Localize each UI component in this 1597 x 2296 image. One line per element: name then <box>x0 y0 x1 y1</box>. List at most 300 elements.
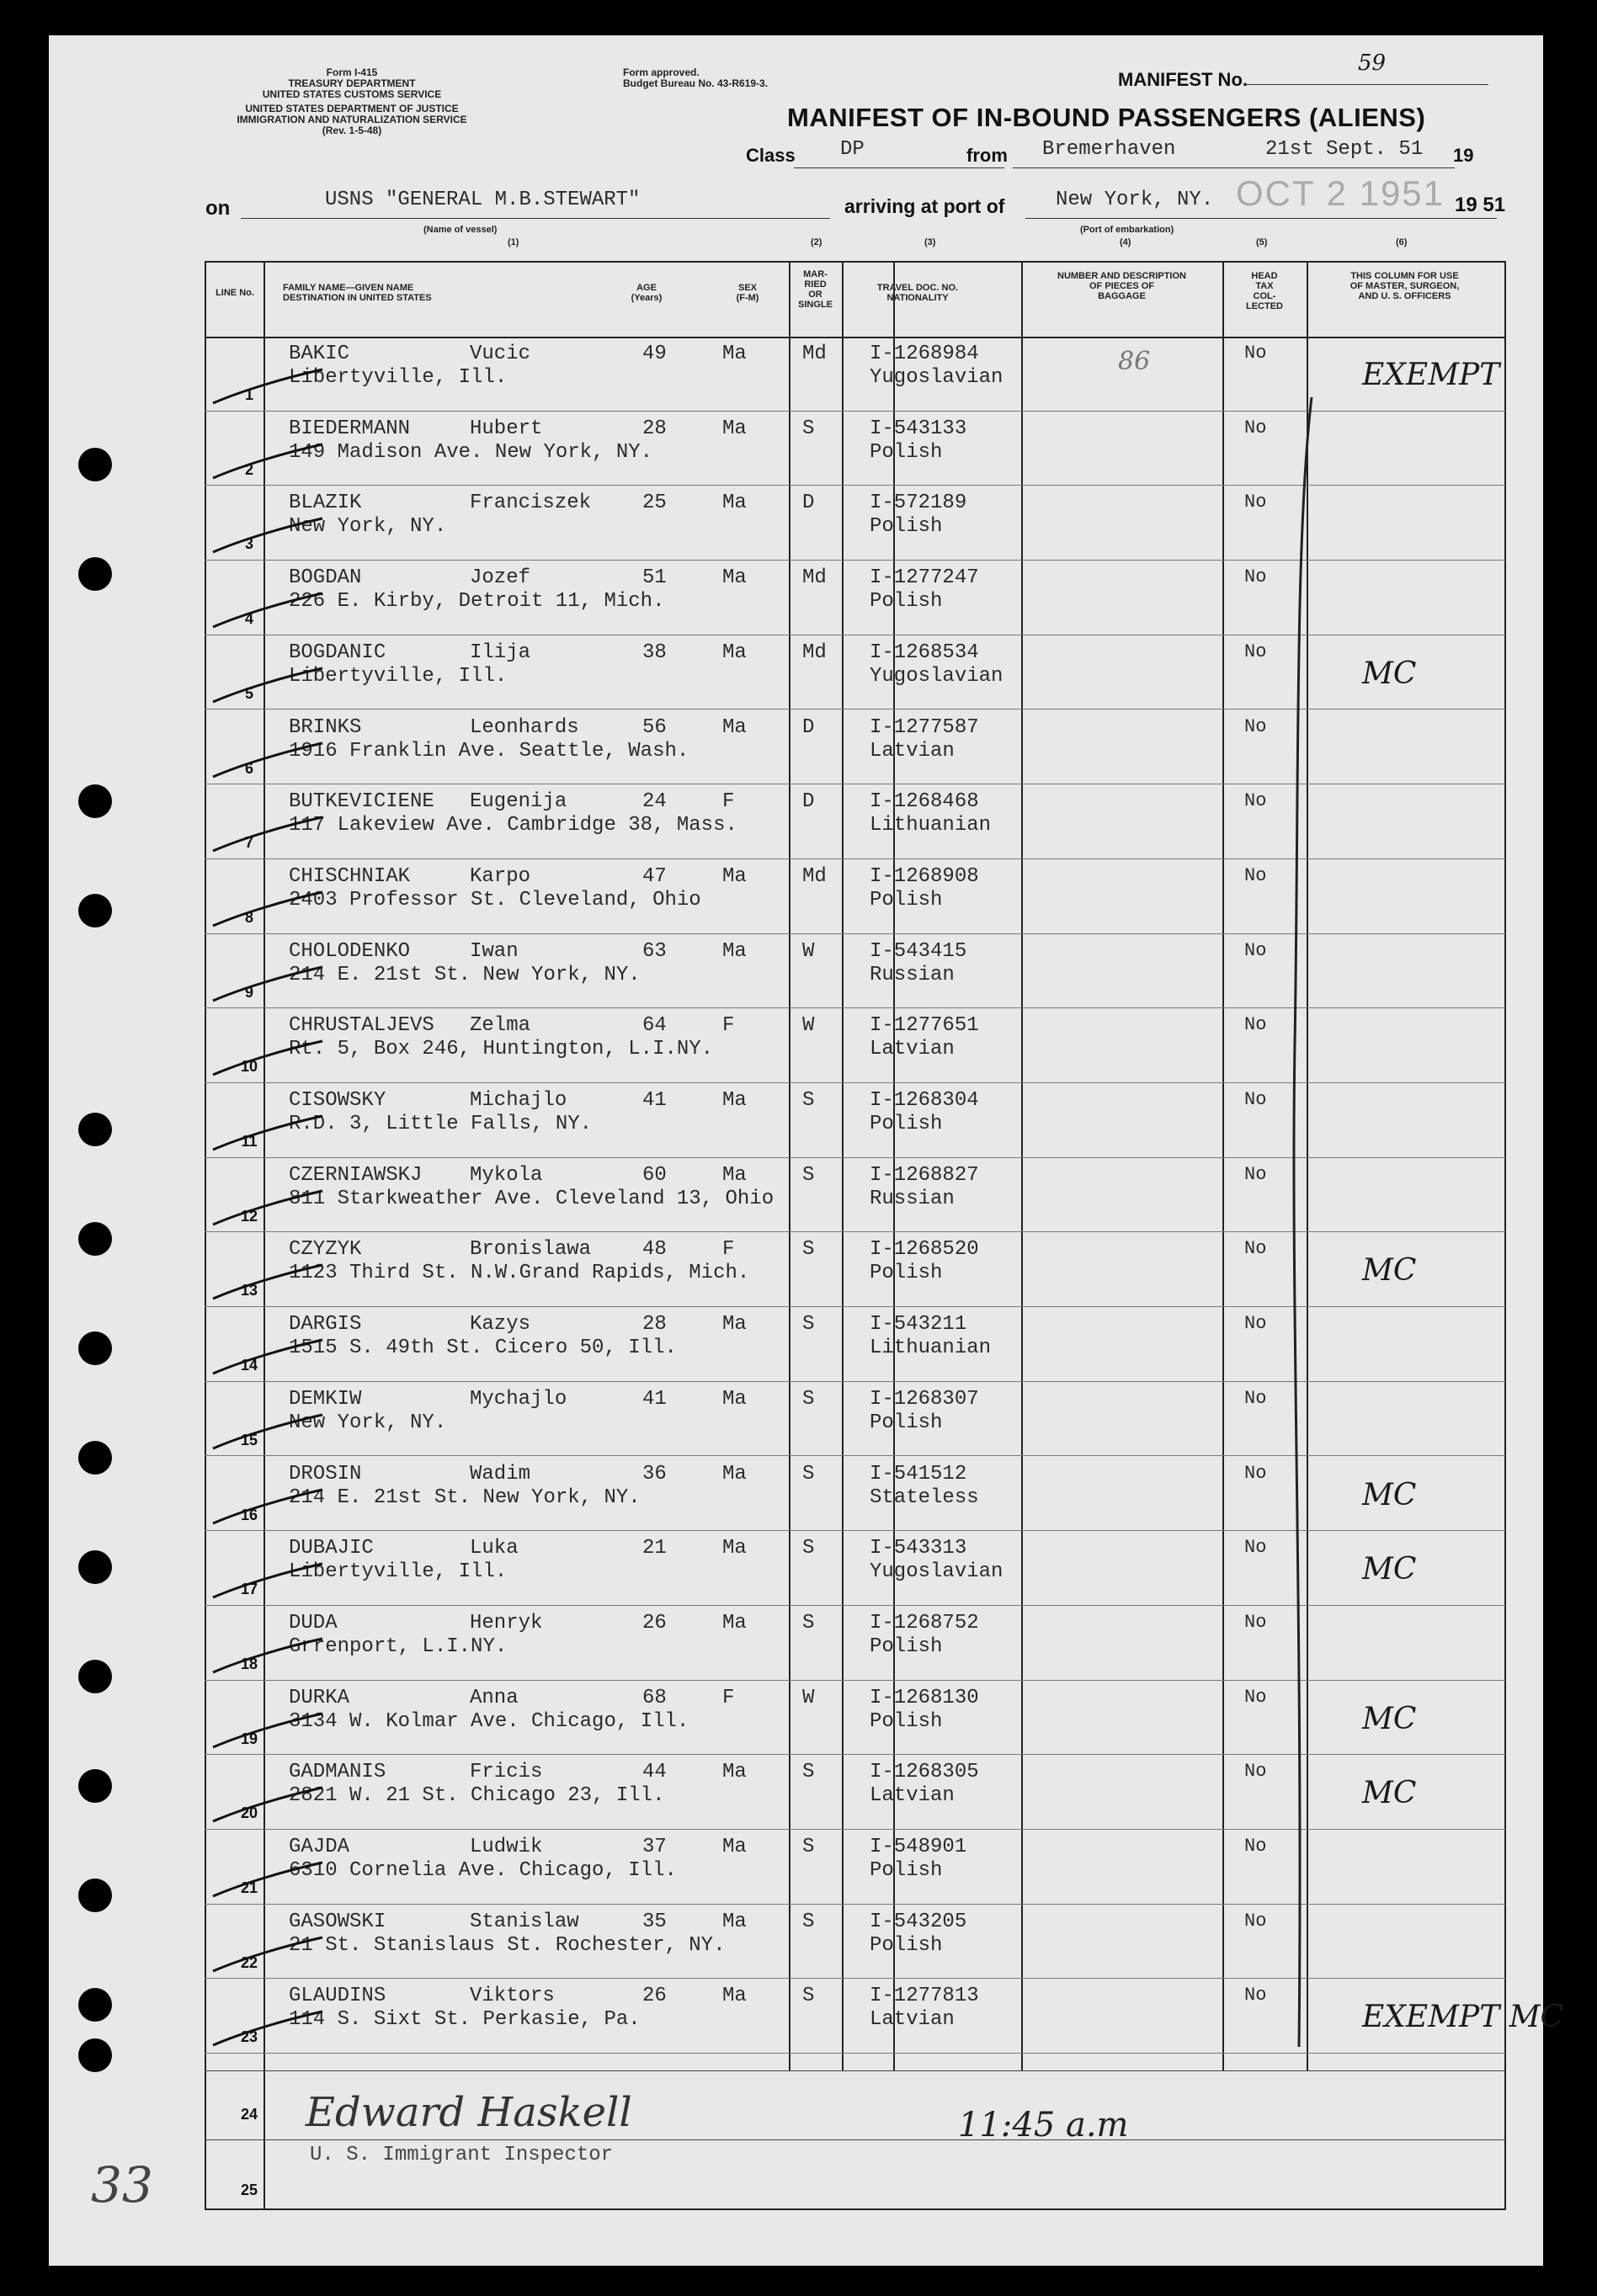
marital-status: Md <box>802 343 827 365</box>
col-name: FAMILY NAME—GIVEN NAME DESTINATION IN UNITED STATES <box>283 283 432 303</box>
age: 26 <box>642 1985 667 2008</box>
form-header-left <box>209 67 495 136</box>
destination: Libertyville, Ill. <box>289 664 508 688</box>
sex: Ma <box>722 1462 747 1485</box>
marital-status: Md <box>802 640 827 664</box>
given-name: Ludwik <box>470 1836 543 1858</box>
age: 47 <box>642 864 667 888</box>
sex: Ma <box>722 417 747 440</box>
family-name: DURKA <box>289 1686 350 1709</box>
check-mark-icon <box>209 1406 327 1457</box>
inspector-signature: Edward Haskell <box>306 2089 632 2136</box>
family-name: CHISCHNIAK <box>289 864 411 888</box>
family-name: BIEDERMANN <box>289 417 411 440</box>
line-number: 8 <box>244 908 253 926</box>
nationality: Polish <box>870 515 943 539</box>
officer-note: MC <box>1362 656 1417 691</box>
travel-doc-no: I-1268305 <box>870 1761 979 1784</box>
nationality: Polish <box>870 590 943 614</box>
margin-number: 33 <box>91 2156 153 2214</box>
line-number: 4 <box>244 610 253 628</box>
age: 28 <box>642 417 667 440</box>
line-number: 2 <box>244 460 253 478</box>
check-mark-icon <box>209 436 327 486</box>
from-label: from <box>966 145 1008 166</box>
given-name: Ilija <box>470 640 531 664</box>
sex: Ma <box>722 1985 747 2008</box>
travel-doc-no: I-1268908 <box>870 864 979 888</box>
destination: 811 Starkweather Ave. Cleveland 13, Ohio <box>289 1187 775 1210</box>
head-tax: No <box>1244 790 1267 812</box>
line-number: 11 <box>241 1133 258 1150</box>
check-mark-icon <box>209 361 327 412</box>
customs-service: UNITED STATES CUSTOMS SERVICE <box>262 88 442 100</box>
sex: Ma <box>722 1910 747 1933</box>
marital-status: S <box>802 1387 815 1411</box>
marital-status: S <box>802 1163 815 1187</box>
marital-status: S <box>802 417 815 440</box>
arrival-port: New York, NY. <box>1056 189 1214 211</box>
destination: Rt. 5, Box 246, Huntington, L.I.NY. <box>289 1038 714 1061</box>
family-name: GADMANIS <box>289 1761 386 1784</box>
line-number: 17 <box>240 1581 258 1598</box>
line-number-24: 24 <box>240 2106 258 2123</box>
nationality: Polish <box>870 1113 943 1135</box>
ins-service: IMMIGRATION AND NATURALIZATION SERVICE <box>237 114 467 125</box>
age: 21 <box>642 1537 667 1560</box>
given-name: Eugenija <box>470 790 567 814</box>
destination: 214 E. 21st St. New York, NY. <box>289 963 641 986</box>
head-tax: No <box>1244 1686 1267 1708</box>
nationality: Polish <box>870 1859 943 1882</box>
head-tax: No <box>1244 1313 1267 1335</box>
nationality: Latvian <box>870 1038 955 1061</box>
head-tax: No <box>1244 864 1267 886</box>
travel-doc-no: I-543313 <box>870 1537 967 1560</box>
check-mark-icon <box>209 959 327 1009</box>
sex: Ma <box>722 492 747 515</box>
family-name: BLAZIK <box>289 492 362 515</box>
given-name: Karpo <box>470 864 531 888</box>
family-name: DROSIN <box>289 1462 362 1485</box>
marital-status: S <box>802 1611 815 1634</box>
nationality: Latvian <box>870 739 955 763</box>
head-tax: No <box>1244 1537 1267 1559</box>
sex: Ma <box>722 1611 747 1634</box>
age: 68 <box>642 1686 667 1709</box>
line-number: 13 <box>240 1282 258 1299</box>
check-mark-icon <box>209 510 327 561</box>
check-mark-icon <box>209 809 327 859</box>
officer-note: EXEMPT MC <box>1362 2000 1564 2035</box>
destination: 1916 Franklin Ave. Seattle, Wash. <box>289 739 689 763</box>
port-caption: (Port of embarkation) <box>1080 225 1174 235</box>
col-sex: SEX (F-M) <box>736 283 759 303</box>
family-name: DARGIS <box>289 1313 362 1337</box>
family-name: BUTKEVICIENE <box>289 790 434 814</box>
marital-status: S <box>802 1537 815 1560</box>
given-name: Fricis <box>470 1761 543 1784</box>
line-number: 1 <box>244 386 253 403</box>
destination: 117 Lakeview Ave. Cambridge 38, Mass. <box>289 814 737 837</box>
line-number: 9 <box>244 983 253 1001</box>
head-tax: No <box>1244 1836 1267 1857</box>
age: 28 <box>642 1313 667 1337</box>
sex: Ma <box>722 1313 747 1337</box>
given-name: Franciszek <box>470 492 592 515</box>
check-mark-icon <box>209 1331 327 1382</box>
head-tax: No <box>1244 1089 1267 1110</box>
col-baggage: NUMBER AND DESCRIPTION OF PIECES OF BAGGAGE <box>1057 271 1186 301</box>
head-tax: No <box>1244 1387 1267 1409</box>
col-number-3: (3) <box>924 237 936 247</box>
given-name: Stanislaw <box>470 1910 579 1933</box>
line-number: 18 <box>240 1655 258 1672</box>
baggage-pieces: 86 <box>1118 347 1151 376</box>
nationality: Lithuanian <box>870 1337 992 1360</box>
officer-note: EXEMPT <box>1362 358 1500 392</box>
nationality: Yugoslavian <box>870 1560 1003 1584</box>
travel-doc-no: I-1268534 <box>870 640 979 664</box>
age: 38 <box>642 640 667 664</box>
departure-date: 21st Sept. 51 <box>1265 138 1424 161</box>
destination: 1515 S. 49th St. Cicero 50, Ill. <box>289 1337 677 1360</box>
given-name: Mykola <box>470 1163 543 1187</box>
family-name: DEMKIW <box>289 1387 362 1411</box>
sex: Ma <box>722 1163 747 1187</box>
check-mark-icon <box>209 2003 327 2054</box>
travel-doc-no: I-1268984 <box>870 343 979 365</box>
age: 49 <box>642 343 667 365</box>
nationality: Yugoslavian <box>870 366 1003 389</box>
head-tax: No <box>1244 640 1267 662</box>
col-number-2: (2) <box>811 237 822 247</box>
marital-status: S <box>802 1462 815 1485</box>
line-number: 16 <box>240 1506 258 1523</box>
given-name: Viktors <box>470 1985 555 2008</box>
marital-status: S <box>802 1910 815 1933</box>
manifest-number: 59 <box>1358 50 1387 76</box>
age: 35 <box>642 1910 667 1933</box>
head-tax: No <box>1244 1014 1267 1036</box>
family-name: BAKIC <box>289 343 350 365</box>
line-number: 14 <box>240 1357 258 1374</box>
head-tax: No <box>1244 492 1267 513</box>
marital-status: S <box>802 1089 815 1112</box>
destination: New York, NY. <box>289 1411 447 1434</box>
travel-doc-no: I-1277587 <box>870 715 979 739</box>
check-mark-icon <box>209 1108 327 1158</box>
sex: F <box>722 1238 735 1262</box>
family-name: BOGDAN <box>289 566 362 590</box>
nationality: Polish <box>870 1411 943 1434</box>
age: 64 <box>642 1014 667 1038</box>
given-name: Bronislawa <box>470 1238 592 1262</box>
head-tax: No <box>1244 1910 1267 1932</box>
travel-doc-no: I-1268304 <box>870 1089 979 1112</box>
signature-time: 11:45 a.m <box>958 2106 1129 2145</box>
family-name: CZYZYK <box>289 1238 362 1262</box>
travel-doc-no: I-1277247 <box>870 566 979 590</box>
age: 56 <box>642 715 667 739</box>
nationality: Latvian <box>870 2008 955 2032</box>
col-number-5: (5) <box>1256 237 1268 247</box>
line-number: 10 <box>240 1058 258 1076</box>
age: 44 <box>642 1761 667 1784</box>
justice-dept: UNITED STATES DEPARTMENT OF JUSTICE <box>245 103 459 114</box>
family-name: CISOWSKY <box>289 1089 386 1112</box>
nationality: Polish <box>870 1634 943 1658</box>
col-officers: THIS COLUMN FOR USE OF MASTER, SURGEON, AND U. S. OFFICERS <box>1349 271 1460 301</box>
marital-status: W <box>802 939 815 963</box>
line-number: 12 <box>240 1207 258 1225</box>
destination: 114 S. Sixt St. Perkasie, Pa. <box>289 2008 641 2032</box>
given-name: Iwan <box>470 939 519 963</box>
treasury-dept: TREASURY DEPARTMENT <box>288 77 416 89</box>
marital-status: S <box>802 1238 815 1262</box>
destination: 3134 W. Kolmar Ave. Chicago, Ill. <box>289 1709 689 1733</box>
family-name: GLAUDINS <box>289 1985 386 2008</box>
sex: Ma <box>722 939 747 963</box>
given-name: Wadim <box>470 1462 531 1485</box>
page-title: MANIFEST OF IN-BOUND PASSENGERS (ALIENS) <box>787 103 1426 132</box>
nationality: Polish <box>870 888 943 911</box>
family-name: GASOWSKI <box>289 1910 386 1933</box>
travel-doc-no: I-543415 <box>870 939 967 963</box>
age: 60 <box>642 1163 667 1187</box>
travel-doc-no: I-1268520 <box>870 1238 979 1262</box>
check-mark-icon <box>209 1183 327 1233</box>
check-mark-icon <box>209 1854 327 1905</box>
travel-doc-no: I-1277813 <box>870 1985 979 2008</box>
check-mark-icon <box>209 1705 327 1756</box>
check-mark-icon <box>209 585 327 635</box>
sex: Ma <box>722 566 747 590</box>
given-name: Hubert <box>470 417 543 440</box>
destination: 226 E. Kirby, Detroit 11, Mich. <box>289 590 665 614</box>
head-tax: No <box>1244 715 1267 737</box>
check-mark-icon <box>209 1555 327 1606</box>
sex: Ma <box>722 715 747 739</box>
nationality: Lithuanian <box>870 814 992 837</box>
head-tax: No <box>1244 1163 1267 1185</box>
travel-doc-no: I-543133 <box>870 417 967 440</box>
col-age: AGE (Years) <box>631 283 663 303</box>
nationality: Polish <box>870 440 943 464</box>
check-mark-icon <box>209 1630 327 1681</box>
head-tax: No <box>1244 1238 1267 1260</box>
officer-note: MC <box>1362 1776 1417 1811</box>
marital-status: D <box>802 790 815 814</box>
destination: 214 E. 21st St. New York, NY. <box>289 1485 641 1509</box>
nationality: Russian <box>870 963 955 986</box>
head-tax: No <box>1244 566 1267 588</box>
col-married: MAR- RIED OR SINGLE <box>798 269 833 310</box>
nationality: Polish <box>870 1933 943 1957</box>
age: 51 <box>642 566 667 590</box>
travel-doc-no: I-1268752 <box>870 1611 979 1634</box>
destination: 2403 Professor St. Cleveland, Ohio <box>289 888 701 911</box>
given-name: Kazys <box>470 1313 531 1337</box>
marital-status: S <box>802 1761 815 1784</box>
sex: F <box>722 1686 735 1709</box>
head-tax: No <box>1244 1462 1267 1484</box>
line-number: 21 <box>240 1879 258 1896</box>
given-name: Zelma <box>470 1014 531 1038</box>
marital-status: S <box>802 1985 815 2008</box>
line-number: 23 <box>240 2028 258 2046</box>
vessel-caption: (Name of vessel) <box>423 225 498 235</box>
head-tax: No <box>1244 1611 1267 1633</box>
age: 37 <box>642 1836 667 1858</box>
destination: 21 St. Stanislaus St. Rochester, NY. <box>289 1933 726 1957</box>
line-number: 19 <box>240 1730 258 1747</box>
arriving-label: arriving at port of <box>844 195 1005 217</box>
sex: F <box>722 790 735 814</box>
family-name: GAJDA <box>289 1836 350 1858</box>
marital-status: S <box>802 1313 815 1337</box>
travel-doc-no: I-543211 <box>870 1313 967 1337</box>
given-name: Henryk <box>470 1611 543 1634</box>
arrival-date-stamp: OCT 2 1951 <box>1236 173 1445 213</box>
sex: Ma <box>722 864 747 888</box>
line-number: 5 <box>244 684 253 702</box>
form-approved: Form approved. <box>623 66 700 78</box>
check-mark-icon <box>209 1929 327 1980</box>
marital-status: W <box>802 1686 815 1709</box>
destination: 1123 Third St. N.W.Grand Rapids, Mich. <box>289 1262 750 1285</box>
destination: New York, NY. <box>289 515 447 539</box>
col-head-tax: HEAD TAX COL- LECTED <box>1246 271 1283 311</box>
sex: Ma <box>722 640 747 664</box>
given-name: Michajlo <box>470 1089 567 1112</box>
check-mark-icon <box>209 1481 327 1532</box>
family-name: DUDA <box>289 1611 338 1634</box>
head-tax-ditto-line <box>1261 372 1328 2055</box>
revision: (Rev. 1-5-48) <box>322 125 382 136</box>
nationality: Polish <box>870 1709 943 1733</box>
officer-note: MC <box>1362 1253 1417 1289</box>
sex: Ma <box>722 343 747 365</box>
budget-block <box>623 67 768 89</box>
marital-status: Md <box>802 566 827 590</box>
travel-doc-no: I-543205 <box>870 1910 967 1933</box>
family-name: CHRUSTALJEVS <box>289 1014 434 1038</box>
travel-doc-no: I-1268468 <box>870 790 979 814</box>
sex: Ma <box>722 1836 747 1858</box>
manifest-page <box>49 35 1564 2266</box>
line-number: 6 <box>244 759 253 777</box>
manifest-label: MANIFEST No. <box>1118 69 1248 90</box>
col-line-no: LINE No. <box>216 288 254 298</box>
marital-status: W <box>802 1014 815 1038</box>
destination: Grrenport, L.I.NY. <box>289 1634 508 1658</box>
nationality: Yugoslavian <box>870 664 1003 688</box>
age: 24 <box>642 790 667 814</box>
arrival-year: 19 51 <box>1455 194 1506 216</box>
check-mark-icon <box>209 1257 327 1307</box>
destination: R.D. 3, Little Falls, NY. <box>289 1113 593 1135</box>
family-name: BRINKS <box>289 715 362 739</box>
travel-doc-no: I-1277651 <box>870 1014 979 1038</box>
family-name: BOGDANIC <box>289 640 386 664</box>
nationality: Stateless <box>870 1485 979 1509</box>
check-mark-icon <box>209 660 327 710</box>
line-number: 22 <box>240 1953 258 1971</box>
given-name: Jozef <box>470 566 531 590</box>
travel-doc-no: I-541512 <box>870 1462 967 1485</box>
col-travel-doc: TRAVEL DOC. NO. NATIONALITY <box>876 283 959 303</box>
given-name: Leonhards <box>470 715 579 739</box>
check-mark-icon <box>209 1033 327 1083</box>
given-name: Luka <box>470 1537 519 1560</box>
col-number-4: (4) <box>1120 237 1131 247</box>
marital-status: S <box>802 1836 815 1858</box>
destination: 149 Madison Ave. New York, NY. <box>289 440 653 464</box>
on-label: on <box>205 197 231 220</box>
class-value: DP <box>840 138 865 161</box>
travel-doc-no: I-1268827 <box>870 1163 979 1187</box>
given-name: Vucic <box>470 343 531 365</box>
line-number-25: 25 <box>240 2182 258 2198</box>
nationality: Polish <box>870 1262 943 1285</box>
family-name: DUBAJIC <box>289 1537 374 1560</box>
destination: Libertyville, Ill. <box>289 366 508 389</box>
marital-status: Md <box>802 864 827 888</box>
destination: 2821 W. 21 St. Chicago 23, Ill. <box>289 1784 665 1808</box>
travel-doc-no: I-572189 <box>870 492 967 515</box>
check-mark-icon <box>209 735 327 785</box>
travel-doc-no: I-1268307 <box>870 1387 979 1411</box>
family-name: CZERNIAWSKJ <box>289 1163 423 1187</box>
sex: Ma <box>722 1387 747 1411</box>
age: 63 <box>642 939 667 963</box>
col-number-1: (1) <box>508 237 519 247</box>
officer-note: MC <box>1362 1477 1417 1512</box>
col-number-6: (6) <box>1396 237 1408 247</box>
head-tax: No <box>1244 417 1267 438</box>
age: 41 <box>642 1387 667 1411</box>
marital-status: D <box>802 715 815 739</box>
sex: Ma <box>722 1537 747 1560</box>
check-mark-icon <box>209 884 327 934</box>
age: 26 <box>642 1611 667 1634</box>
head-tax: No <box>1244 1985 1267 2006</box>
nationality: Russian <box>870 1187 955 1210</box>
sex: F <box>722 1014 735 1038</box>
marital-status: D <box>802 492 815 515</box>
sex: Ma <box>722 1761 747 1784</box>
travel-doc-no: I-548901 <box>870 1836 967 1858</box>
age: 48 <box>642 1238 667 1262</box>
nationality: Latvian <box>870 1784 955 1808</box>
given-name: Mychajlo <box>470 1387 567 1411</box>
budget-no: Budget Bureau No. 43-R619-3. <box>623 77 769 89</box>
year-prefix: 19 <box>1453 145 1474 166</box>
head-tax: No <box>1244 343 1267 364</box>
line-number: 20 <box>240 1804 258 1822</box>
family-name: CHOLODENKO <box>289 939 411 963</box>
destination: Libertyville, Ill. <box>289 1560 508 1584</box>
line-number: 7 <box>244 834 253 852</box>
check-mark-icon <box>209 1779 327 1830</box>
from-value: Bremerhaven <box>1042 138 1176 161</box>
vessel-name: USNS "GENERAL M.B.STEWART" <box>325 189 641 211</box>
form-number: Form I-415 <box>326 66 378 78</box>
line-number: 3 <box>244 535 253 553</box>
head-tax: No <box>1244 1761 1267 1783</box>
inspector-title: U. S. Immigrant Inspector <box>310 2144 614 2166</box>
